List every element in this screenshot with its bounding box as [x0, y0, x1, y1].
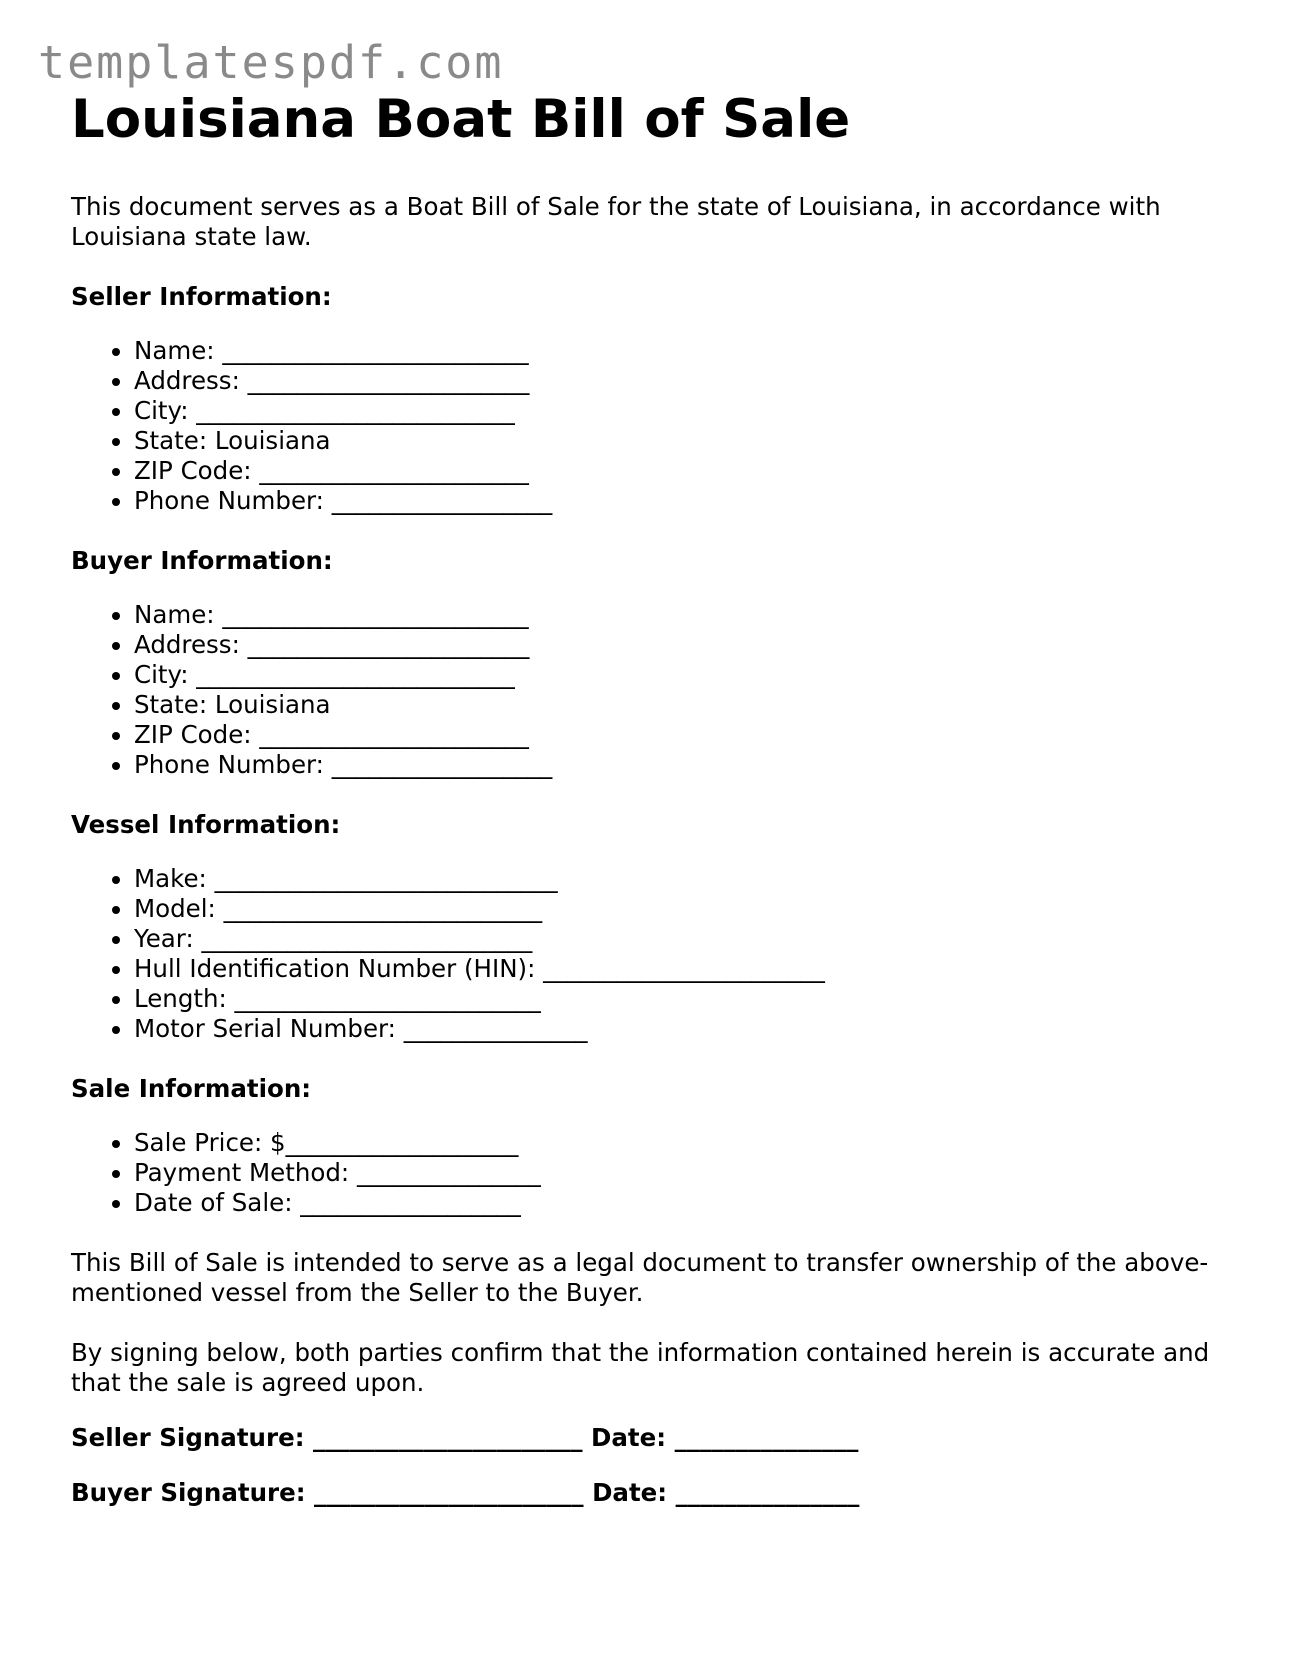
seller-phone-field[interactable]: • Phone Number: __________________ [134, 486, 1221, 516]
vessel-hin-field[interactable]: • Hull Identification Number (HIN): _______________________ [134, 954, 1221, 984]
seller-zip-field[interactable]: • ZIP Code: ______________________ [134, 456, 1221, 486]
vessel-year-field[interactable]: • Year: ___________________________ [134, 924, 1221, 954]
seller-section-heading: Seller Information: [71, 281, 332, 311]
seller-state-field: • State: Louisiana [134, 426, 1221, 456]
transfer-statement: This Bill of Sale is intended to serve as a legal document to transfer ownership of the above-mentioned vessel from the Seller to the Buyer. [71, 1247, 1209, 1307]
vessel-model-field[interactable]: • Model: __________________________ [134, 894, 1221, 924]
buyer-state-field: • State: Louisiana [134, 690, 1221, 720]
buyer-address-field[interactable]: • Address: _______________________ [134, 630, 1221, 660]
buyer-signature-line[interactable]: Buyer Signature: ______________________ Date: _______________ [71, 1477, 860, 1507]
buyer-section-heading: Buyer Information: [71, 545, 333, 575]
seller-address-field[interactable]: • Address: _______________________ [134, 366, 1221, 396]
watermark-logo: templatespdf.com [38, 36, 504, 89]
seller-name-field[interactable]: • Name: _________________________ [134, 336, 1221, 366]
sale-price-field[interactable]: • Sale Price: $___________________ [134, 1128, 1221, 1158]
date-of-sale-field[interactable]: • Date of Sale: __________________ [134, 1188, 1221, 1218]
buyer-zip-field[interactable]: • ZIP Code: ______________________ [134, 720, 1221, 750]
buyer-city-field[interactable]: • City: __________________________ [134, 660, 1221, 690]
vessel-fields-list [71, 864, 1221, 1044]
seller-fields-list [71, 336, 1221, 516]
sale-section-heading: Sale Information: [71, 1073, 312, 1103]
sale-fields-list [71, 1128, 1221, 1218]
vessel-length-field[interactable]: • Length: _________________________ [134, 984, 1221, 1014]
page-title: Louisiana Boat Bill of Sale [71, 89, 851, 150]
buyer-fields-list [71, 600, 1221, 780]
vessel-motor-serial-field[interactable]: • Motor Serial Number: _______________ [134, 1014, 1221, 1044]
buyer-phone-field[interactable]: • Phone Number: __________________ [134, 750, 1221, 780]
vessel-make-field[interactable]: • Make: ____________________________ [134, 864, 1221, 894]
document-page [71, 88, 1221, 1508]
agreement-statement: By signing below, both parties confirm that the information contained herein is accurate and that the sale is agreed upon. [71, 1337, 1210, 1397]
seller-signature-line[interactable]: Seller Signature: ______________________ Date: _______________ [71, 1422, 859, 1452]
buyer-name-field[interactable]: • Name: _________________________ [134, 600, 1221, 630]
seller-city-field[interactable]: • City: __________________________ [134, 396, 1221, 426]
intro-paragraph: This document serves as a Boat Bill of Sale for the state of Louisiana, in accordance with Louisiana state law. [71, 191, 1161, 251]
payment-method-field[interactable]: • Payment Method: _______________ [134, 1158, 1221, 1188]
vessel-section-heading: Vessel Information: [71, 809, 341, 839]
